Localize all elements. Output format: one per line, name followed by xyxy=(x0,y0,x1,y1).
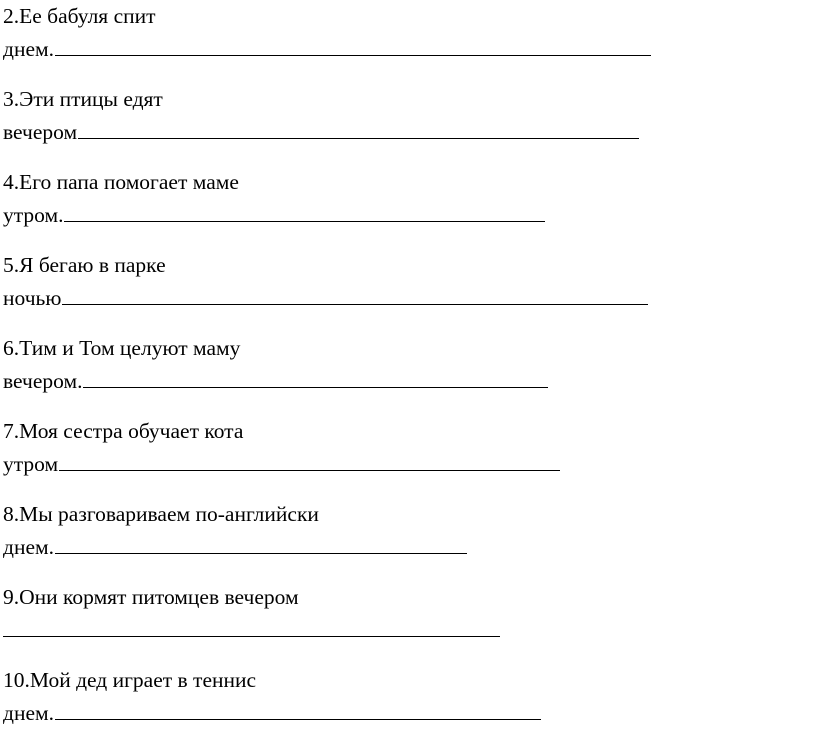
answer-prefix: днем. xyxy=(3,37,54,61)
answer-blank[interactable] xyxy=(83,365,548,388)
answer-blank[interactable] xyxy=(78,116,639,139)
answer-prefix: днем. xyxy=(3,701,54,725)
sentence-text: 3.Эти птицы едят xyxy=(3,87,163,111)
answer-prefix: ночью xyxy=(3,286,62,310)
exercise-item-3 xyxy=(3,83,639,149)
answer-prefix: вечером xyxy=(3,120,78,144)
exercise-item-6 xyxy=(3,332,548,398)
sentence-text: 6.Тим и Том целуют маму xyxy=(3,336,241,360)
exercise-item-7 xyxy=(3,415,560,481)
sentence-text: 8.Мы разговариваем по-английски xyxy=(3,502,319,526)
answer-prefix: вечером. xyxy=(3,369,83,393)
sentence-text: 2.Ее бабуля спит xyxy=(3,4,156,28)
exercise-item-2 xyxy=(3,0,651,66)
exercise-item-10 xyxy=(3,664,541,730)
answer-prefix: днем. xyxy=(3,535,54,559)
exercise-item-5 xyxy=(3,249,648,315)
answer-blank[interactable] xyxy=(55,697,541,720)
sentence-text: 9.Они кормят питомцев вечером xyxy=(3,585,299,609)
sentence-text: 4.Его папа помогает маме xyxy=(3,170,239,194)
exercise-item-8 xyxy=(3,498,467,564)
answer-blank[interactable] xyxy=(55,531,467,554)
sentence-text: 5.Я бегаю в парке xyxy=(3,253,166,277)
answer-blank[interactable] xyxy=(64,199,545,222)
answer-prefix: утром xyxy=(3,452,59,476)
answer-blank[interactable] xyxy=(55,33,651,56)
answer-blank[interactable] xyxy=(62,282,648,305)
sentence-text: 7.Моя сестра обучает кота xyxy=(3,419,244,443)
exercise-item-9 xyxy=(3,581,500,647)
sentence-text: 10.Мой дед играет в теннис xyxy=(3,668,257,692)
exercise-item-4 xyxy=(3,166,545,232)
answer-blank[interactable] xyxy=(3,614,500,637)
answer-prefix: утром. xyxy=(3,203,64,227)
answer-blank[interactable] xyxy=(59,448,560,471)
